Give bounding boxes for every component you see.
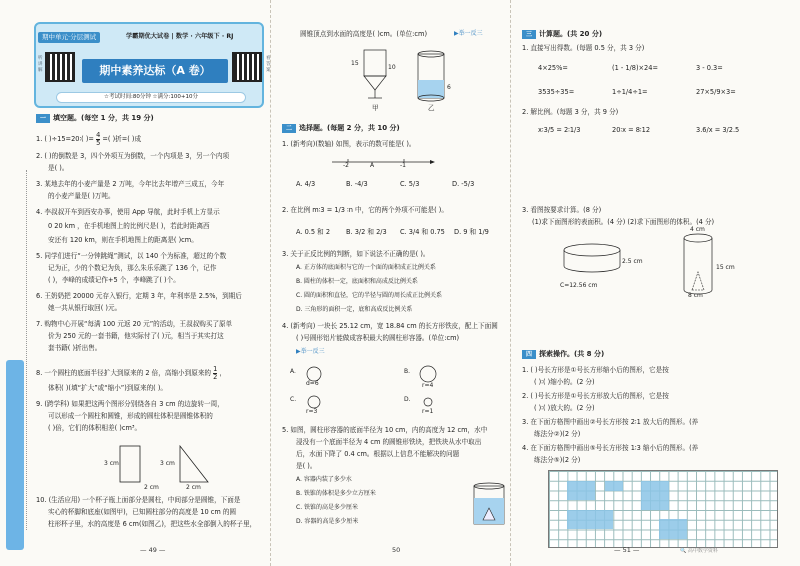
mc-2-opt-b[interactable]: B. 3/2 和 2/3 [346,228,387,236]
section-number: 一 [36,114,50,123]
mc-2: 2. 在比例 m∶3 = 1/3 ∶n 中，它的两个外项不可能是( )。 [282,206,448,214]
qr-code-left[interactable] [45,52,75,82]
calc-3-sub: (1)求下面图形的表面积。(4 分) (2)求下面图形的体积。(4 分) [532,218,715,226]
page-number-51: — 51 — [614,546,640,554]
mc-2-opt-a[interactable]: A. 0.5 和 2 [296,228,331,236]
q1-fraction: $\frac{4}{5}$ [96,131,101,147]
calc-1-item-3: 3 - 0.3= [696,64,723,72]
series-label: 学霸期优大试卷 | 数学 · 六年级下 · RJ [126,33,234,40]
axis-tick-neg2: -2 [343,162,349,169]
dim-15: 15 [351,60,359,67]
exam-info: ☆考试时间:80分钟 ☆满分:100+10分 [56,92,246,103]
mc-5-opt-d[interactable]: D. 容器的高是多少厘米 [296,518,359,525]
mc-3-opt-b[interactable]: B. 圆柱的体积一定，底面积和高成反比例关系 [296,278,418,285]
explore-3: 3. 在下面方格图中画出②号长方形按 2∶1 放大后的图形。(养 [522,418,699,426]
square-grid[interactable] [548,470,778,548]
question-7b: 价为 250 元的一套书籍，他实际付了( )元，相当于其实打这 [48,332,224,340]
explore-3b: 练法分②)(2 分) [534,430,581,438]
mc-4-opt-b[interactable]: B. [404,368,411,375]
binding-line [26,170,28,530]
mc-4-circles [300,364,480,414]
explore-1b: ( )∶( )缩小的。(2 分) [534,378,595,386]
mc-3: 3. 关于正反比例的判断，如下说法不正确的是( )。 [282,250,430,258]
section-1-header [36,114,154,123]
fig-diameter-1: 4 cm [690,226,705,233]
fig-height-2: 15 cm [716,264,735,271]
dim-10: 10 [388,64,396,71]
explore-4b: 练法分⑤)(2 分) [534,456,581,464]
qr-code-right[interactable] [232,52,262,82]
calc-2-item-3: 3.6/x = 3/2.5 [696,126,740,134]
mc-5a: 5. 如图，圆柱形容器的底面半径为 10 cm，内的高度为 12 cm，水中 [282,426,488,434]
circle-label-d: r=1 [422,408,434,415]
mc-4a: 4. (新考向) 一块长 25.12 cm，宽 18.84 cm 的长方形铁皮，配上下面圆 [282,322,498,330]
tri-width-label: 3 cm [160,460,175,467]
mc-5-opt-a[interactable]: A. 容器内装了多少水 [296,476,352,483]
question-6b: 她一共从银行取回( )元。 [48,304,122,312]
section-title: 填空题。(每空 1 分，共 19 分) [53,114,154,122]
page-title: 期中素养达标（A 卷） [82,59,228,83]
mc-5d: 是( )。 [296,462,317,470]
question-5b: 记为正，少的个数记为负，那么朱乐乐跳了 136 个，记作 [48,264,217,272]
mid-top-jump[interactable]: ▶举一反三 [454,30,483,37]
explore-2b: ( )∶( )放大的。(2 分) [534,404,595,412]
question-4c: 安还有 120 km，则在手机地图上的距离是( )cm。 [48,236,198,244]
question-9a: 9. (跨学科) 如果把这两个图形分别绕各自 3 cm 的边旋转一周， [36,400,224,408]
mc-1: 1. (新考向)(数轴) 如图，表示的数可能是( )。 [282,140,416,148]
circle-label-b: r=4 [422,382,434,389]
calc-2-item-1: x∶3/5 = 2∶1/3 [538,126,581,134]
question-6a: 6. 王奶奶把 20000 元存入银行，定期 3 年，年利率是 2.5%，到期后 [36,292,242,300]
tri-height-label: 2 cm [186,484,201,491]
calc-2-item-2: 20∶x = 8∶12 [612,126,651,134]
question-5a: 5. 同学们进行“一分钟跳绳”测试，以 140 个为标准，超过的个数 [36,252,227,260]
axis-tick-neg1: -1 [400,162,406,169]
mc-4-opt-d[interactable]: D. [404,396,411,403]
circle-label-c: r=3 [306,408,318,415]
calc-1: 1. 直接写出得数。(每题 0.5 分，共 3 分) [522,44,645,52]
rect-2 [605,481,623,491]
fig-diameter-2: 8 cm [688,292,703,299]
mc-5b: 浸没有一个底面半径为 4 cm 的圆锥形铁块，把铁块从水中取出 [296,438,482,446]
axis-point-A: A [370,162,375,169]
mc-3-opt-d[interactable]: D. 三角形的面积一定，底和高成反比例关系 [296,306,413,313]
question-9b: 可以形成一个圆柱和圆锥，形成的圆柱体积是圆锥体积的 [48,412,213,420]
explore-2: 2. ( )号长方形是①号长方形放大后的图形，它是按 [522,392,669,400]
fig-jia: 甲 [372,104,379,112]
question-8c: 体积( )(填“扩大”或“缩小”)到原来的( )。 [48,384,168,392]
question-8a: 8. 一个圆柱的底面半径扩大到原来的 2 倍，高缩小到原来的 $\frac{1}{2}$ ， [36,365,227,381]
fig-yi: 乙 [428,104,435,112]
explore-1: 1. ( )号长方形是①号长方形缩小后的图形，它是按 [522,366,669,374]
question-10c: 柱形杯子里，水的高度是 6 cm(如图乙)，把这些水全部倒入的杯子里， [48,520,257,528]
calc-1-item-4: 3535÷35= [538,88,575,96]
rect-4 [567,510,613,529]
calc-1-item-2: (1 - 1/8)×24= [612,64,658,72]
mc-1-opt-a[interactable]: A. 4/3 [296,180,316,188]
rect-height-label: 2 cm [144,484,159,491]
calc-2: 2. 解比例。(每题 3 分，共 9 分) [522,108,619,116]
question-10a: 10. (生活应用) 一个杯子瓶上面部分是圆柱，中间部分是圆锥，下面是 [36,496,241,504]
mc-1-opt-d[interactable]: D. -5/3 [452,180,475,188]
page-number-49: — 49 — [140,546,166,554]
watermark: 🔍 高中数学资料 [680,548,718,554]
calc-3: 3. 看图按要求计算。(8 分) [522,206,602,214]
q1-tail: =( )折=( )成 [102,135,142,144]
question-7a: 7. 购物中心开展“每满 100 元返 20 元”的活动，王叔叔购买了原单 [36,320,233,328]
section-4-header: 四 探索操作。(共 8 分) [522,350,604,359]
question-4b: 0 20 km ，在手机地图上的比例尺是( )，若此时距离西 [48,222,210,230]
mc-1-opt-b[interactable]: B. -4/3 [346,180,368,188]
mc-4-opt-c[interactable]: C. [290,396,297,403]
qr-caption-left: 听 讲 解 [38,56,43,74]
mc-5-opt-c[interactable]: C. 铁锥的高是多少厘米 [296,504,359,511]
rect-width-label: 3 cm [104,460,119,467]
mc-5c: 后，水面下降了 0.4 cm。根据以上信息不能解决的问题 [296,450,460,458]
dim-6: 6 [447,84,451,91]
triangle-shape [180,446,208,482]
page-number-50: 50 [392,546,401,554]
spine-strip [6,360,24,550]
rectangle-shape [120,446,140,482]
unit-tag: 期中单元·分层测试 [38,32,100,43]
mc-1-opt-c[interactable]: C. 5/3 [400,180,420,188]
fig-circumference: C=12.56 cm [560,282,598,289]
qr-caption-right: 看 答 案 [266,56,271,74]
calc-1-item-6: 27×5/9×3= [696,88,736,96]
question-10b: 实心的杯脚和底座(如图甲)，已知圆柱部分的高度是 10 cm 的圆 [48,508,237,516]
mid-top-line: 圆锥顶点到水面的高度是( )cm。(单位:cm) [300,30,428,38]
mc-4b: ( )号圆形铝片能做成容积最大的圆柱形容器。(单位:cm) [296,334,460,342]
question-3a: 3. 某地去年的小麦产量是 2 万吨，今年比去年增产三成五，今年 [36,180,225,188]
mc-3-opt-c[interactable]: C. 圆的面积和直径，它的半径与圆的周长成正比例关系 [296,292,443,299]
rect-1 [567,481,595,500]
calc-1-item-1: 4×25%= [538,64,568,72]
rect-3 [641,481,669,510]
calc-1-item-5: 1÷1/4÷1= [612,88,648,96]
q1-text: 1. ( )÷15=20∶( )= [36,135,94,144]
explore-4: 4. 在下面方格图中画出⑤号长方形按 1∶3 缩小后的图形。(养 [522,444,699,452]
section-3-header: 三 计算题。(共 20 分) [522,30,602,39]
mc-4-jump[interactable]: ▶举一反三 [296,348,325,355]
mc-2-opt-d[interactable]: D. 9 和 1/9 [454,228,489,236]
mc-3-opt-a[interactable]: A. 正方体的底面积与它的一个面的面积成正比例关系 [296,264,436,271]
question-4a: 4. 李叔叔开车到西安办事，使用 App 导航，此时手机上方显示 [36,208,220,216]
question-5c: ( )，李峰的成绩记作+5 个，李峰跳了( )个。 [48,276,180,284]
question-2a: 2. ( )的倒数是 3，四个外项互为倒数，一个内项是 3，另一个内项 [36,152,230,160]
section-2-header: 二 选择题。(每题 2 分，共 10 分) [282,124,400,133]
rect-5 [659,519,687,539]
mc-2-opt-c[interactable]: C. 3/4 和 0.75 [400,228,445,236]
question-3b: 的小麦产量是( )万吨。 [48,192,115,200]
mc-4-opt-a[interactable]: A. [290,368,296,375]
mc-5-opt-b[interactable]: B. 铁锥的体积是多少立方厘米 [296,490,376,497]
question-7c: 套书籍( )折出售。 [48,344,102,352]
question-9c: ( )倍，它们的体积相差( )cm³。 [48,424,142,432]
water-container [472,480,508,528]
q8-fraction: $\frac{1}{2}$ [213,365,218,381]
fig-height-1: 2.5 cm [622,258,643,265]
question-2b: 是( )。 [48,164,69,172]
circle-label-a: d=6 [306,380,319,387]
question-1 [36,132,141,146]
